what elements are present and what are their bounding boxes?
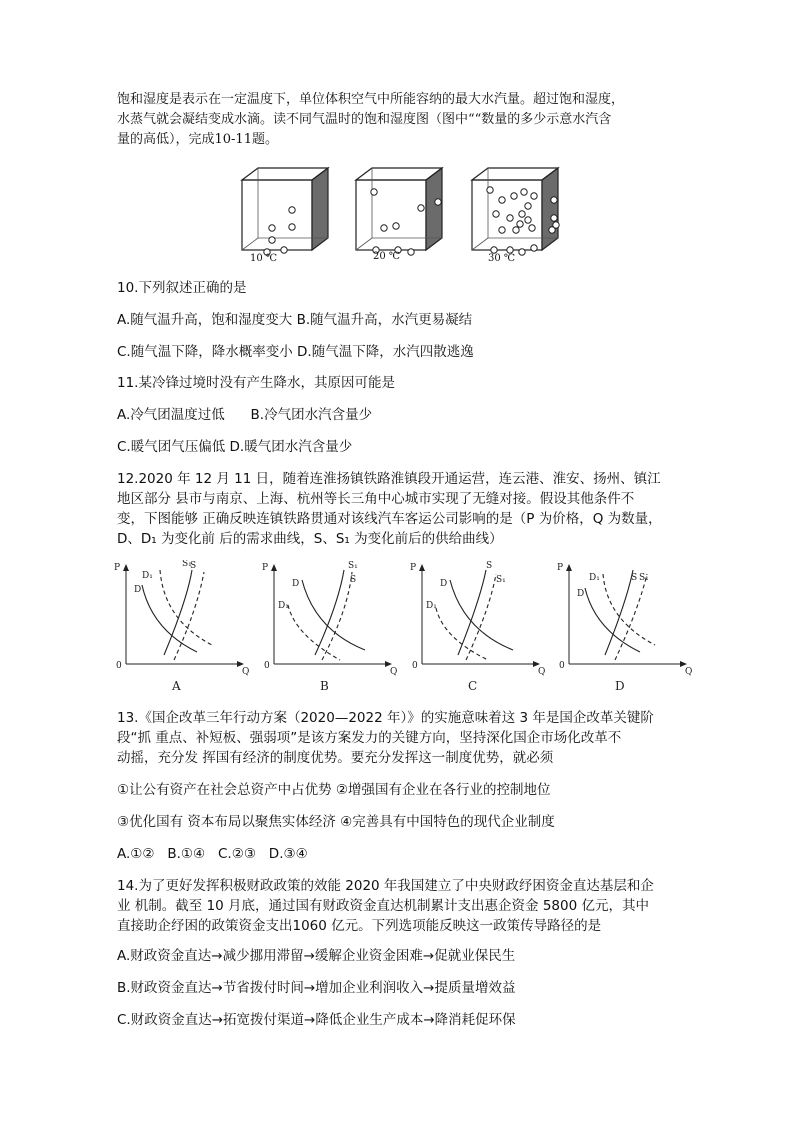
supply-curve-s — [164, 570, 192, 655]
graph-origin-label: 0 — [559, 661, 565, 671]
demand-curve-d — [450, 580, 513, 650]
graph-p-label: P — [557, 563, 564, 573]
graph-q-label: Q — [538, 667, 546, 677]
intro-line-2: 水蒸气就会凝结变成水滴。读不同气温时的饱和湿度图（图中““数量的多少示意水汽含 — [117, 112, 612, 127]
graph-q-label: Q — [242, 667, 250, 677]
supply-demand-graphs — [112, 560, 692, 695]
label-d1: D₁ — [426, 601, 437, 611]
q13-options-12: ①让公有资产在社会总资产中占优势 ②增强国有企业在各行业的控制地位 — [117, 782, 551, 798]
water-vapor-dot — [531, 245, 537, 251]
graph-p-label: P — [410, 563, 417, 573]
graph-p-arrow — [566, 564, 572, 571]
graph-p-label: P — [114, 563, 121, 573]
q14-option-a: A.财政资金直达→减少挪用滞留→缓解企业资金困难→促就业保民生 — [117, 948, 516, 964]
water-vapor-dot — [499, 227, 505, 233]
label-d1: D₁ — [589, 573, 600, 583]
water-vapor-dot — [517, 221, 523, 227]
q11-options-ab: A.冷气团温度过低 B.冷气团水汽含量少 — [117, 407, 373, 423]
water-vapor-dot — [525, 203, 531, 209]
water-vapor-dot — [499, 197, 505, 203]
graph-caption: B — [320, 679, 329, 693]
q14-line-3: 直接助企纾困的政策资金支出1060 亿元。下列选项能反映这一政策传导路径的是 — [117, 918, 602, 934]
q12-line-1: 12.2020 年 12 月 11 日，随着连淮扬镇铁路淮镇段开通运营，连云港、淮安、扬州、镇江 — [117, 471, 661, 487]
cube-label-10: 10 ℃ — [250, 253, 278, 264]
q12-line-2: 地区部分 县市与南京、上海、杭州等长三角中心城市实现了无缝对接。假设其他条件不 — [117, 491, 635, 507]
supply-curve-s1 — [466, 574, 496, 660]
label-d: D — [134, 585, 142, 595]
cube-top-face — [472, 168, 558, 180]
intro-line-1: 饱和湿度是表示在一定温度下，单位体积空气中所能容纳的最大水汽量。超过饱和湿度， — [117, 92, 625, 107]
q12-line-3: 变，下图能够 正确反映连镇铁路贯通对该线汽车客运公司影响的是（P 为价格，Q 为数量， — [117, 511, 662, 527]
water-vapor-dot — [553, 222, 559, 228]
cube-hidden-edge — [472, 238, 488, 250]
cube-front-face — [356, 180, 426, 250]
cube-hidden-edge — [356, 238, 372, 250]
graph-p-arrow — [271, 564, 277, 571]
water-vapor-dot — [289, 224, 295, 230]
cube-top-face — [356, 168, 442, 180]
cube-hidden-edge — [242, 238, 258, 250]
water-vapor-dot — [269, 237, 275, 243]
graph-caption: A — [172, 679, 181, 693]
cube-label-20: 20 ℃ — [373, 251, 401, 262]
water-vapor-dot — [521, 189, 527, 195]
graph-origin-label: 0 — [116, 661, 122, 671]
water-vapor-dot — [531, 193, 537, 199]
water-vapor-dot — [393, 223, 399, 229]
label-s: S — [486, 561, 493, 571]
demand-curve-d1 — [160, 570, 212, 645]
q14-line-2: 业 机制。截至 10 月底，通过国有财政资金直达机制累计支出惠企资金 5800 亿元，其中 — [117, 898, 649, 914]
q11-options-cd: C.暖气团气压偏低 D.暖气团水汽含量少 — [117, 439, 353, 455]
water-vapor-dot — [519, 249, 525, 255]
q14-option-c: C.财政资金直达→拓宽拨付渠道→降低企业生产成本→降消耗促环保 — [117, 1012, 516, 1028]
water-vapor-dot — [551, 197, 557, 203]
q10-stem: 10.下列叙述正确的是 — [117, 280, 247, 296]
water-vapor-dot — [408, 249, 414, 255]
graph-caption: C — [468, 679, 478, 693]
cube-3 — [472, 168, 559, 255]
water-vapor-dot — [493, 211, 499, 217]
supply-curve-s — [458, 570, 486, 655]
label-d: D — [292, 579, 300, 589]
graph-p-arrow — [123, 564, 129, 571]
graph-origin-label: 0 — [264, 661, 270, 671]
q13-line-2: 段“抓 重点、补短板、强弱项”是该方案发力的关键方向，坚持深化国企市场化改革不 — [117, 730, 622, 746]
q14-option-b: B.财政资金直达→节省拨付时间→增加企业利润收入→提质量增效益 — [117, 980, 516, 996]
water-vapor-dot — [381, 225, 387, 231]
label-d: D — [440, 579, 448, 589]
q11-stem: 11.某冷锋过境时没有产生降水，其原因可能是 — [117, 375, 395, 391]
cube-label-30: 30 ℃ — [488, 253, 516, 264]
label-s: S — [350, 575, 357, 585]
intro-line-3: 量的高低），完成10-11题。 — [117, 132, 278, 147]
q10-options-cd: C.随气温下降，降水概率变小 D.随气温下降，水汽四散逃逸 — [117, 344, 474, 360]
graph-B — [262, 561, 397, 693]
graph-q-label: Q — [390, 667, 398, 677]
graph-A — [114, 560, 249, 693]
water-vapor-dot — [435, 199, 441, 205]
water-vapor-dot — [511, 193, 517, 199]
q10-options-ab: A.随气温升高，饱和湿度变大 B.随气温升高，水汽更易凝结 — [117, 312, 473, 328]
q13-line-3: 动摇，充分发 挥国有经济的制度优势。要充分发挥这一制度优势，就必须 — [117, 750, 554, 766]
graph-caption: D — [615, 679, 625, 693]
supply-curve-s — [315, 570, 344, 655]
water-vapor-dot — [269, 225, 275, 231]
water-vapor-dot — [507, 215, 513, 221]
q14-line-1: 14.为了更好发挥积极财政政策的效能 2020 年我国建立了中央财政纾困资金直达基层和企 — [117, 878, 654, 894]
graph-q-label: Q — [685, 667, 692, 677]
label-s1: S₁ — [639, 573, 649, 583]
water-vapor-dot — [371, 189, 377, 195]
label-s: S — [631, 573, 638, 583]
demand-curve-d — [302, 580, 365, 650]
cube-front-face — [472, 180, 542, 250]
q13-line-1: 13.《国企改革三年行动方案（2020—2022 年）》的实施意味着这 3 年是国企改革关键阶 — [117, 710, 654, 726]
supply-curve-s — [605, 570, 633, 655]
graph-origin-label: 0 — [412, 661, 418, 671]
supply-curve-s1 — [322, 572, 352, 660]
demand-curve-d1 — [436, 608, 488, 660]
graph-C — [410, 561, 545, 693]
water-vapor-dot — [513, 227, 519, 233]
water-vapor-dot — [529, 225, 535, 231]
water-vapor-dot — [525, 217, 531, 223]
water-vapor-dot — [418, 205, 424, 211]
q13-options-34: ③优化国有 资本布局以聚焦实体经济 ④完善具有中国特色的现代企业制度 — [117, 814, 555, 830]
graph-p-label: P — [262, 563, 269, 573]
label-d1: D₁ — [142, 571, 153, 581]
cube-2 — [356, 168, 442, 255]
cube-1 — [242, 168, 328, 255]
water-vapor-dot — [519, 211, 525, 217]
label-s1: S₁ — [496, 575, 506, 585]
water-vapor-dot — [289, 207, 295, 213]
water-vapor-dot — [281, 247, 287, 253]
label-d1: D₁ — [278, 601, 289, 611]
graph-p-arrow — [419, 564, 425, 571]
label-d: D — [577, 589, 585, 599]
cube-top-face — [242, 168, 328, 180]
cube-front-face — [242, 180, 312, 250]
label-s: S — [190, 561, 197, 571]
label-s1: S₁ — [348, 561, 358, 571]
graph-D — [557, 563, 692, 693]
q13-choices: A.①② B.①④ C.②③ D.③④ — [117, 846, 308, 862]
q12-line-4: D、D₁ 为变化前 后的需求曲线，S、S₁ 为变化前后的供给曲线） — [117, 531, 503, 547]
water-vapor-dot — [487, 187, 493, 193]
water-vapor-dot — [551, 215, 557, 221]
label-s1: S₁ — [182, 560, 192, 569]
